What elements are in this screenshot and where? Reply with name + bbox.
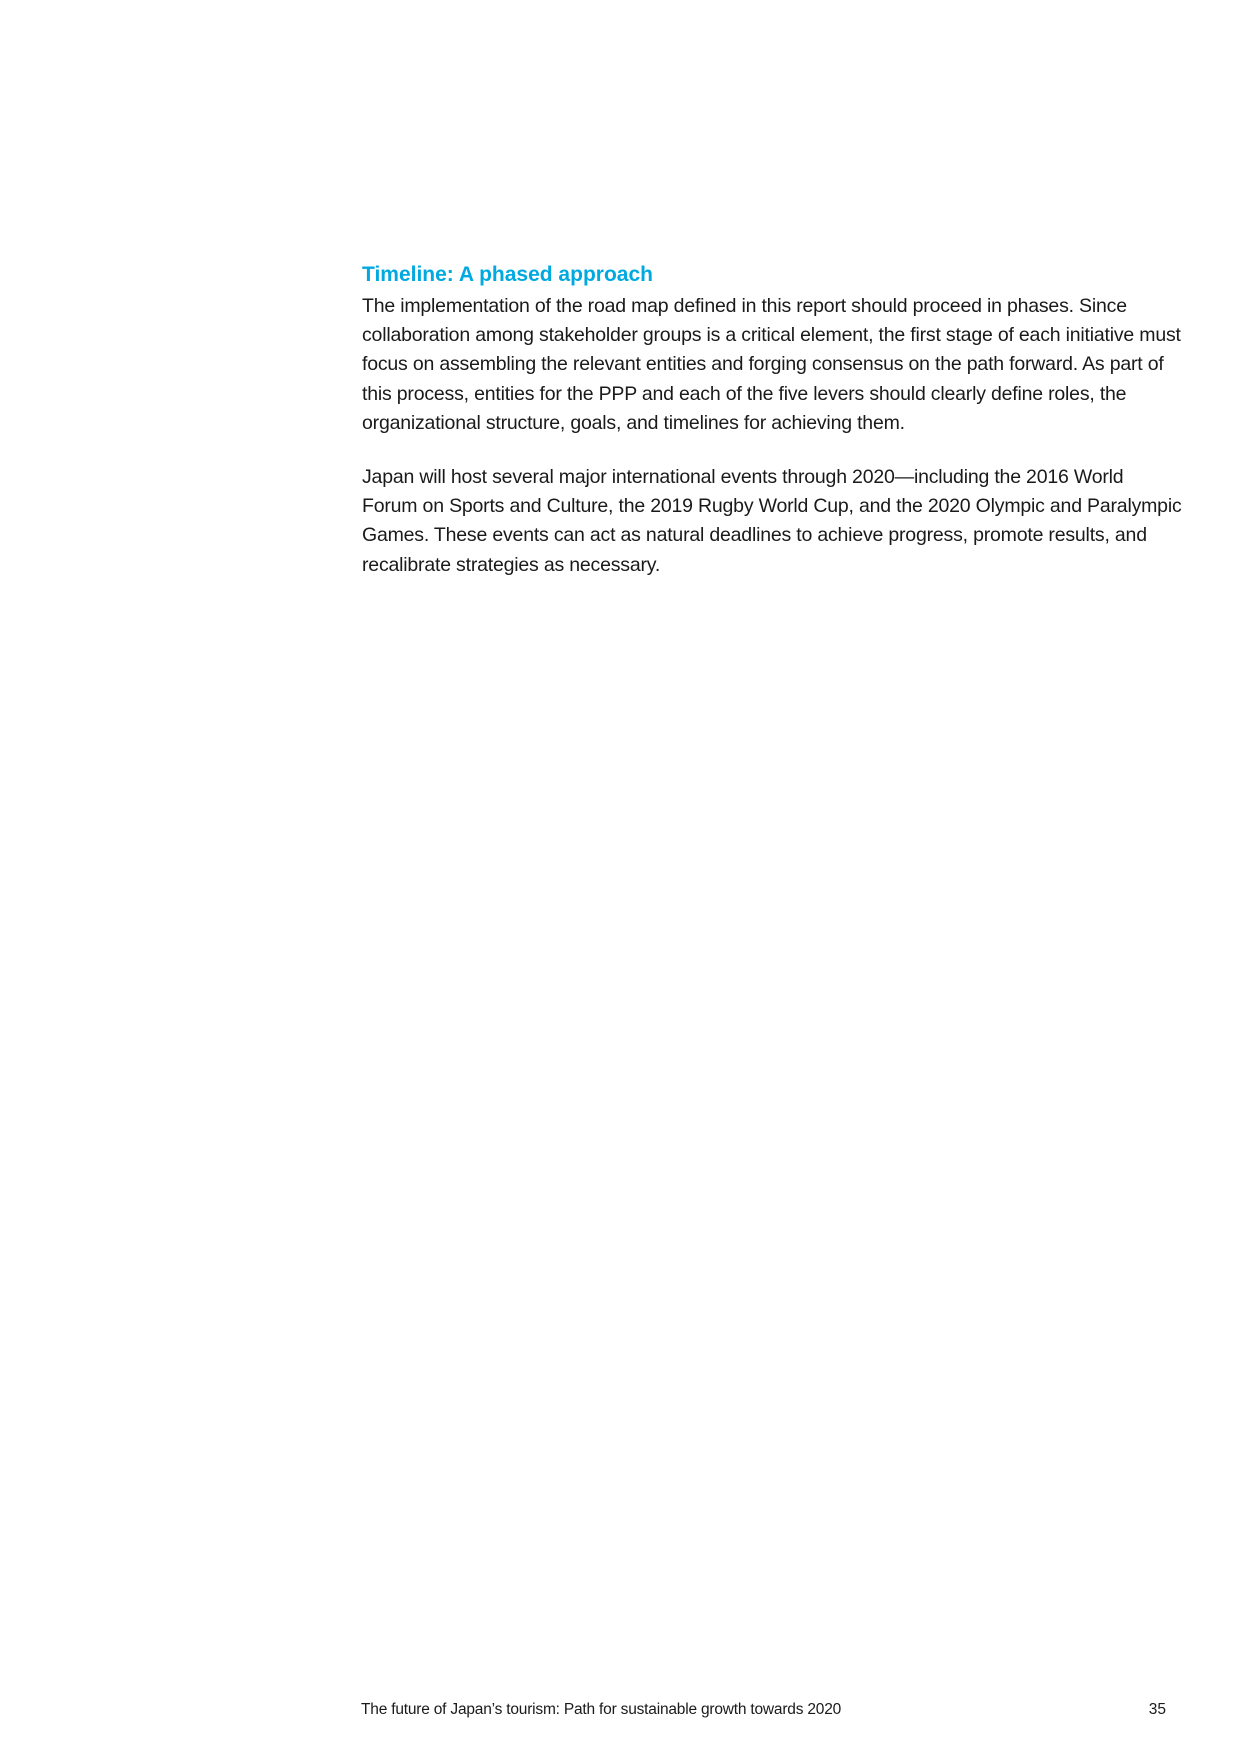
paragraph-road-map: The implementation of the road map defined in this report should proceed in phases. Since collaboration among stakeholder groups is a critical element, the first stage of each initiative must focus on assembling the relevant entities and forging consensus on the path forward. As part of this process, entities for the PPP and each of the five levers should clearly define roles, the organizational structure, goals, and timelines for achieving them. (362, 295, 1181, 434)
section-content (362, 261, 1182, 605)
section-heading: Timeline: A phased approach (362, 263, 653, 286)
footer-title: The future of Japan’s tourism: Path for sustainable growth towards 2020 (361, 1701, 842, 1718)
paragraph-international-events: Japan will host several major international events through 2020—including the 2016 World Forum on Sports and Culture, the 2019 Rugby World Cup, and the 2020 Olympic and Paralympic Games. These events can act as natural deadlines to achieve progress, promote results, and recalibrate strategies as necessary. (362, 466, 1182, 576)
page-number: 35 (1148, 1701, 1166, 1718)
page-footer (361, 1701, 1166, 1723)
